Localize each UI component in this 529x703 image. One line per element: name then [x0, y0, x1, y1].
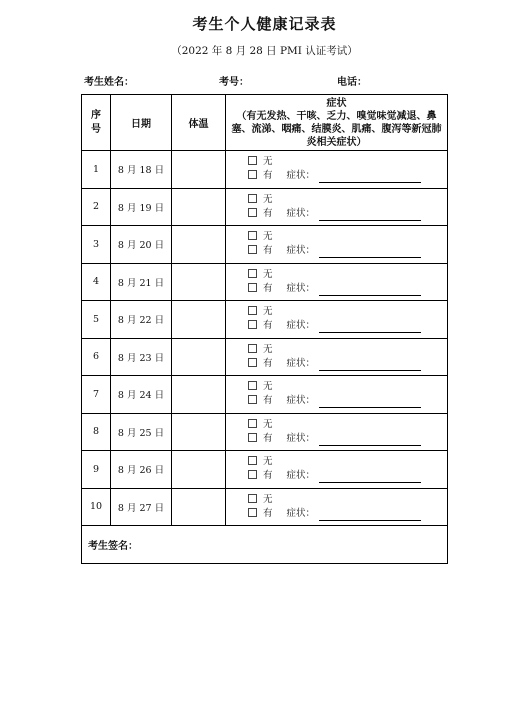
option-yes-label: 有: [263, 470, 273, 482]
option-none-label: 无: [263, 306, 273, 318]
symptom-label: 症状：: [286, 357, 316, 369]
row-temperature-input[interactable]: [172, 301, 226, 339]
row-temperature-input[interactable]: [172, 188, 226, 226]
checkbox-yes[interactable]: [248, 320, 257, 329]
option-yes[interactable]: [226, 507, 447, 521]
row-seq: 1: [82, 151, 111, 189]
checkbox-none[interactable]: [248, 306, 257, 315]
option-none-label: 无: [263, 268, 273, 280]
checkbox-none[interactable]: [248, 269, 257, 278]
row-date: 8 月 19 日: [111, 188, 172, 226]
table-row: [82, 151, 448, 189]
symptom-fill-line[interactable]: [319, 286, 421, 296]
row-seq: 3: [82, 226, 111, 264]
option-none-label: 无: [263, 343, 273, 355]
row-symptom-cell: [226, 188, 448, 226]
option-yes[interactable]: [226, 357, 447, 371]
option-none[interactable]: [226, 305, 447, 319]
row-date: 8 月 26 日: [111, 451, 172, 489]
symptom-fill-line[interactable]: [319, 473, 421, 483]
option-yes-label: 有: [263, 507, 273, 519]
table-row: [82, 488, 448, 526]
option-yes-label: 有: [263, 432, 273, 444]
checkbox-none[interactable]: [248, 494, 257, 503]
row-seq: 6: [82, 338, 111, 376]
table-row: [82, 226, 448, 264]
symptom-label: 症状：: [286, 320, 316, 332]
table-row: [82, 451, 448, 489]
checkbox-yes[interactable]: [248, 208, 257, 217]
option-none-label: 无: [263, 193, 273, 205]
row-symptom-cell: [226, 301, 448, 339]
option-yes[interactable]: [226, 469, 447, 483]
row-date: 8 月 24 日: [111, 376, 172, 414]
row-temperature-input[interactable]: [172, 376, 226, 414]
checkbox-none[interactable]: [248, 419, 257, 428]
row-date: 8 月 23 日: [111, 338, 172, 376]
row-symptom-cell: [226, 413, 448, 451]
row-date: 8 月 18 日: [111, 151, 172, 189]
symptom-fill-line[interactable]: [319, 173, 421, 183]
document-title: 考生个人健康记录表: [192, 15, 337, 33]
checkbox-none[interactable]: [248, 381, 257, 390]
row-seq: 4: [82, 263, 111, 301]
health-record-table: [81, 94, 448, 564]
row-date: 8 月 20 日: [111, 226, 172, 264]
checkbox-yes[interactable]: [248, 508, 257, 517]
symptom-label: 症状：: [286, 282, 316, 294]
option-yes-label: 有: [263, 395, 273, 407]
symptom-fill-line[interactable]: [319, 361, 421, 371]
option-yes-label: 有: [263, 357, 273, 369]
row-symptom-cell: [226, 451, 448, 489]
row-symptom-cell: [226, 226, 448, 264]
symptom-label: 症状：: [286, 470, 316, 482]
option-yes[interactable]: [226, 169, 447, 183]
table-row: [82, 263, 448, 301]
symptom-fill-line[interactable]: [319, 248, 421, 258]
symptom-label: 症状：: [286, 395, 316, 407]
option-none-label: 无: [263, 381, 273, 393]
header-seq: 序号: [82, 95, 111, 151]
row-temperature-input[interactable]: [172, 263, 226, 301]
header-temperature: 体温: [172, 95, 226, 151]
option-yes[interactable]: [226, 319, 447, 333]
table-row: [82, 413, 448, 451]
name-label: 考生姓名：: [84, 77, 134, 88]
symptom-fill-line[interactable]: [319, 211, 421, 221]
row-temperature-input[interactable]: [172, 151, 226, 189]
option-none[interactable]: [226, 193, 447, 207]
option-none[interactable]: [226, 230, 447, 244]
checkbox-yes[interactable]: [248, 395, 257, 404]
row-temperature-input[interactable]: [172, 226, 226, 264]
table-header-row: [82, 95, 448, 151]
row-seq: 10: [82, 488, 111, 526]
option-none[interactable]: [226, 268, 447, 282]
symptom-label: 症状：: [286, 207, 316, 219]
option-none[interactable]: [226, 380, 447, 394]
document-subtitle: （2022 年 8 月 28 日 PMI 认证考试）: [171, 45, 358, 57]
row-seq: 2: [82, 188, 111, 226]
table-row: [82, 376, 448, 414]
row-symptom-cell: [226, 338, 448, 376]
table-row: [82, 338, 448, 376]
symptom-fill-line[interactable]: [319, 323, 421, 333]
symptom-label: 症状：: [286, 507, 316, 519]
option-none-label: 无: [263, 493, 273, 505]
option-none-label: 无: [263, 156, 273, 168]
row-date: 8 月 21 日: [111, 263, 172, 301]
symptom-label: 症状：: [286, 245, 316, 257]
row-symptom-cell: [226, 151, 448, 189]
checkbox-none[interactable]: [248, 231, 257, 240]
row-date: 8 月 27 日: [111, 488, 172, 526]
option-none[interactable]: [226, 155, 447, 169]
id-label: 考号：: [219, 77, 249, 88]
row-temperature-input[interactable]: [172, 338, 226, 376]
option-none[interactable]: [226, 343, 447, 357]
option-yes-label: 有: [263, 170, 273, 182]
table-row: [82, 301, 448, 339]
row-seq: 8: [82, 413, 111, 451]
option-yes-label: 有: [263, 320, 273, 332]
header-symptoms-title: 症状: [326, 97, 347, 109]
signature-label: 考生签名：: [88, 541, 138, 552]
checkbox-none[interactable]: [248, 456, 257, 465]
option-yes[interactable]: [226, 282, 447, 296]
option-yes-label: 有: [263, 282, 273, 294]
option-yes[interactable]: [226, 244, 447, 258]
header-symptoms-desc: （有无发热、干咳、乏力、嗅觉味觉减退、鼻塞、流涕、咽痛、结膜炎、肌痛、腹泻等新冠肺炎相关症状）: [231, 110, 442, 148]
option-none[interactable]: [226, 455, 447, 469]
checkbox-none[interactable]: [248, 194, 257, 203]
option-yes-label: 有: [263, 207, 273, 219]
checkbox-yes[interactable]: [248, 358, 257, 367]
option-yes-label: 有: [263, 245, 273, 257]
row-temperature-input[interactable]: [172, 488, 226, 526]
checkbox-yes[interactable]: [248, 170, 257, 179]
option-yes[interactable]: [226, 432, 447, 446]
row-symptom-cell: [226, 376, 448, 414]
checkbox-yes[interactable]: [248, 470, 257, 479]
checkbox-yes[interactable]: [248, 433, 257, 442]
row-temperature-input[interactable]: [172, 451, 226, 489]
checkbox-yes[interactable]: [248, 245, 257, 254]
checkbox-yes[interactable]: [248, 283, 257, 292]
row-symptom-cell: [226, 263, 448, 301]
row-temperature-input[interactable]: [172, 413, 226, 451]
table-row: [82, 188, 448, 226]
header-symptoms: [226, 95, 448, 151]
row-seq: 5: [82, 301, 111, 339]
option-yes[interactable]: [226, 207, 447, 221]
symptom-label: 症状：: [286, 432, 316, 444]
option-none-label: 无: [263, 456, 273, 468]
symptom-label: 症状：: [286, 170, 316, 182]
option-none-label: 无: [263, 231, 273, 243]
symptom-fill-line[interactable]: [319, 511, 421, 521]
row-date: 8 月 25 日: [111, 413, 172, 451]
option-none[interactable]: [226, 493, 447, 507]
header-date: 日期: [111, 95, 172, 151]
signature-cell[interactable]: [82, 526, 448, 564]
option-none-label: 无: [263, 418, 273, 430]
row-seq: 9: [82, 451, 111, 489]
row-seq: 7: [82, 376, 111, 414]
phone-label: 电话：: [337, 77, 367, 88]
row-symptom-cell: [226, 488, 448, 526]
option-yes[interactable]: [226, 394, 447, 408]
row-date: 8 月 22 日: [111, 301, 172, 339]
checkbox-none[interactable]: [248, 344, 257, 353]
checkbox-none[interactable]: [248, 156, 257, 165]
option-none[interactable]: [226, 418, 447, 432]
symptom-fill-line[interactable]: [319, 436, 421, 446]
symptom-fill-line[interactable]: [319, 398, 421, 408]
